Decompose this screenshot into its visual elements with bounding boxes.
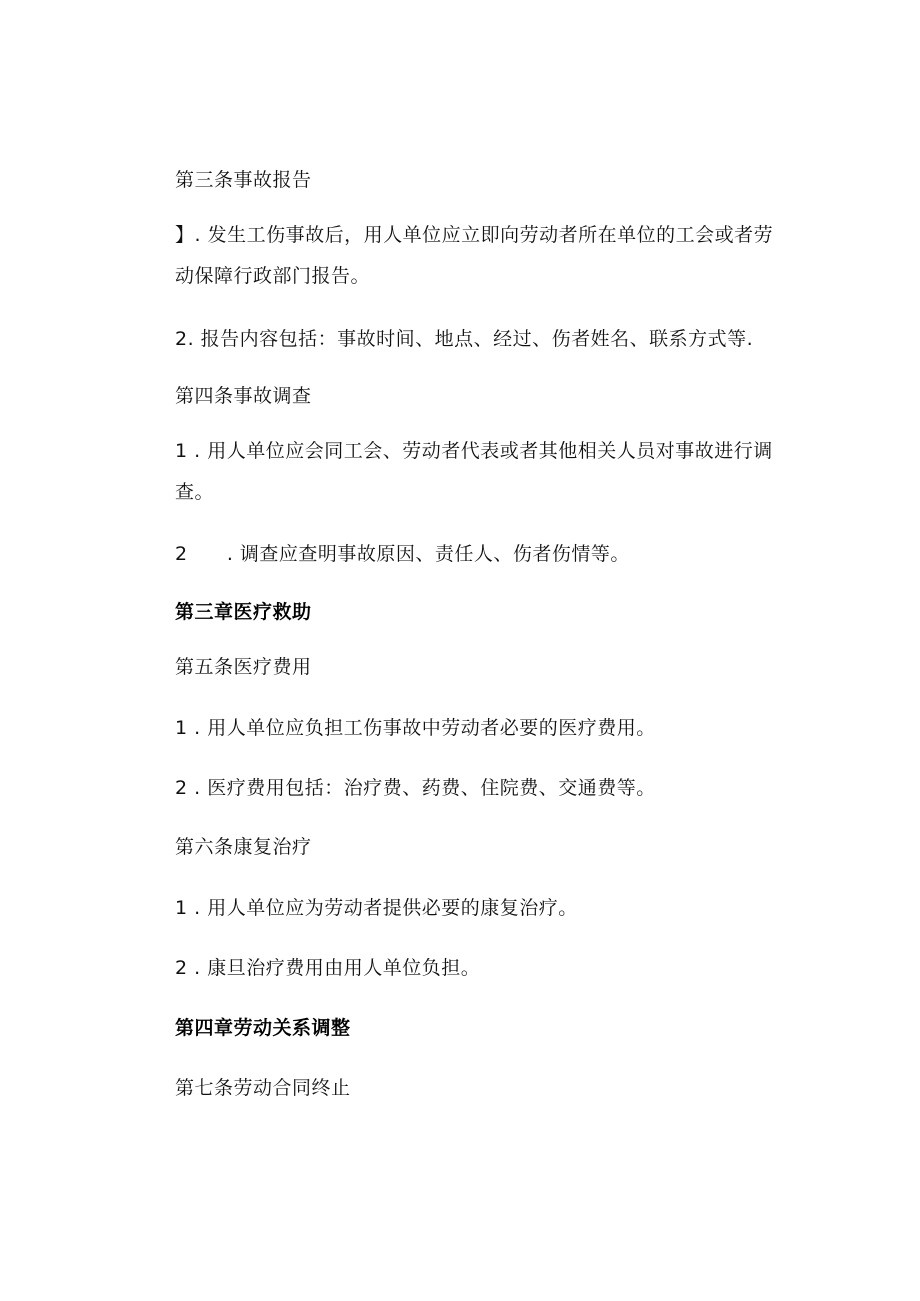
article-6-item-2: 2 . 康旦治疗费用由用人单位负担。 bbox=[175, 957, 481, 979]
article-5-item-2: 2 . 医疗费用包括：治疗费、药费、住院费、交通费等。 bbox=[175, 777, 656, 799]
article-3-item-1-line-1: 】. 发生工伤事故后，用人单位应立即向劳动者所在单位的工会或者劳 bbox=[175, 224, 774, 246]
article-3-item-1-line-2: 动保障行政部门报告。 bbox=[175, 265, 371, 287]
article-4-title: 第四条事故调查 bbox=[175, 385, 312, 407]
article-4-item-1-line-2: 查。 bbox=[175, 481, 215, 503]
article-7-title: 第七条劳动合同终止 bbox=[175, 1077, 351, 1099]
article-4-item-1-line-1: 1 . 用人单位应会同工会、劳动者代表或者其他相关人员对事故进行调 bbox=[175, 440, 773, 462]
article-4-item-2: 2 . 调查应查明事故原因、责任人、伤者伤情等。 bbox=[175, 543, 630, 565]
article-3-title: 第三条事故报告 bbox=[175, 169, 312, 191]
article-6-title: 第六条康复治疗 bbox=[175, 836, 312, 858]
chapter-3-title: 第三章医疗救助 bbox=[175, 601, 312, 623]
article-6-item-1: 1 . 用人单位应为劳动者提供必要的康复治疗。 bbox=[175, 897, 578, 919]
article-5-item-1: 1 . 用人单位应负担工伤事故中劳动者必要的医疗费用。 bbox=[175, 717, 656, 739]
article-3-item-2: 2. 报告内容包括：事故时间、地点、经过、伤者姓名、联系方式等. bbox=[175, 328, 754, 350]
chapter-4-title: 第四章劳动关系调整 bbox=[175, 1017, 351, 1039]
article-5-title: 第五条医疗费用 bbox=[175, 656, 312, 678]
